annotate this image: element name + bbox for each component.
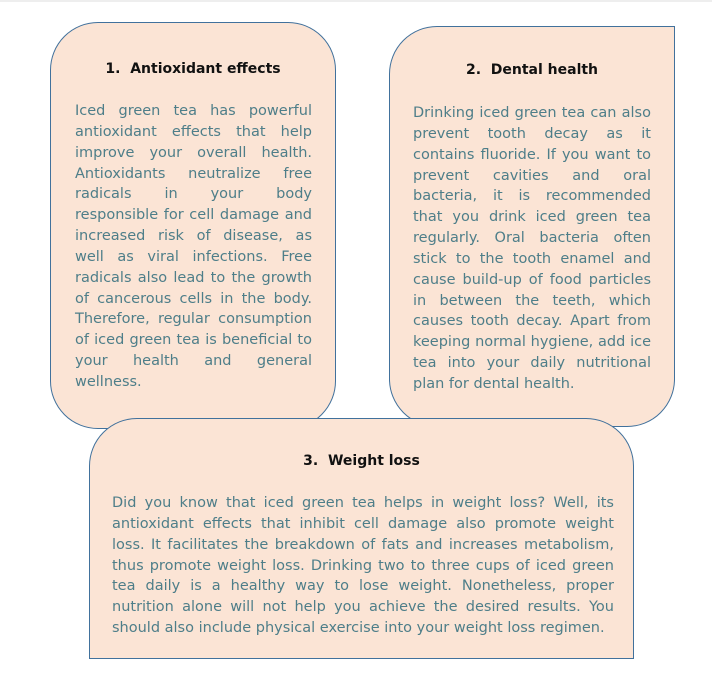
weight-loss-card — [89, 418, 634, 659]
card-title: 1. Antioxidant effects — [105, 61, 281, 77]
card-title: 2. Dental health — [465, 62, 599, 78]
card-body-text: Did you know that iced green tea helps in weight loss? Well, its antioxidant effects that inhibit cell damage also promote weight loss. It facilitates the breakdown of fats and increases metabolism, thus promote weight loss. Drinking two to three cups of iced green tea daily is a healthy way to lose weight. Nonetheless, proper nutrition alone will not help you achieve the desired results. You should also include physical exercise into your weight loss regimen. — [112, 495, 614, 637]
top-divider — [0, 0, 712, 2]
dental-health-card — [389, 26, 675, 427]
card-body-text: Iced green tea has powerful antioxidant effects that help improve your overall health. Antioxidants neutralize free radicals in your body responsible for cell damage and increased risk of disease, as well as viral infections. Free radicals also lead to the growth of cancerous cells in the body. Therefore, regular consumption of iced green tea is beneficial to your health and general wellness. — [75, 103, 312, 390]
antioxidant-effects-card — [50, 22, 336, 429]
card-body-text: Drinking iced green tea can also prevent tooth decay as it contains fluoride. If you want to prevent cavities and oral bacteria, it is recommended that you drink iced green tea regularly. Oral bacteria often stick to the tooth enamel and cause build-up of food particles in between the teeth, which causes tooth decay. Apart from keeping normal hygiene, add ice tea into your daily nutritional plan for dental health. — [413, 105, 651, 392]
card-title: 3. Weight loss — [303, 453, 420, 469]
